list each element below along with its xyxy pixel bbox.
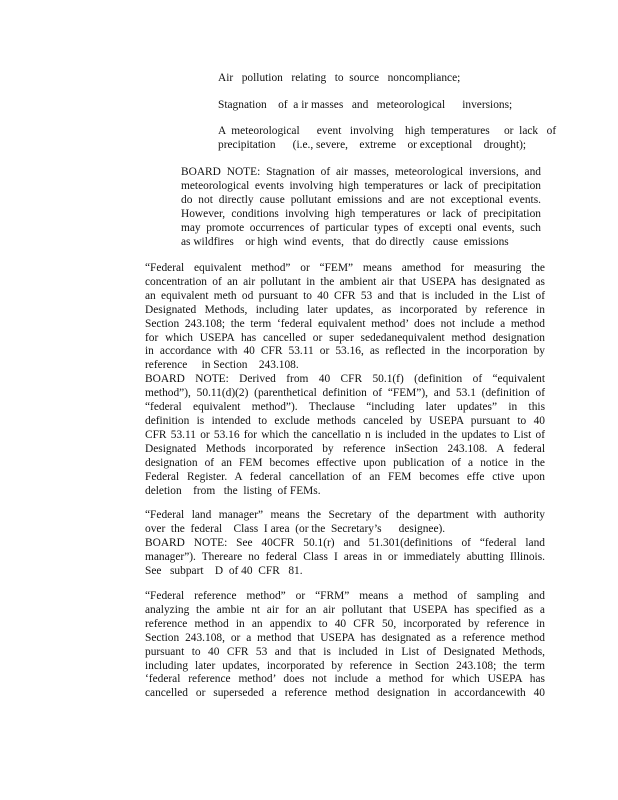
board-note-exceptional-events	[181, 166, 541, 249]
definition-line: “Federal reference method” or “FRM” means a method of sampling and	[145, 590, 545, 602]
board-note-line: as wildfires or high wind events, that do directly cause emissions	[181, 235, 509, 248]
definition-line: CFR 53.11 or 53.16 for which the cancellatio n is included in the updates to List of	[145, 428, 545, 441]
definition-line: in accordance with 40 CFR 53.11 or 53.16, as reflected in the incorporation by	[145, 345, 545, 358]
definition-line: cancelled or superseded a reference method designation in accordancewith 40	[145, 687, 545, 700]
definition-line: method”), 50.11(d)(2) (parenthetical definition of “FEM”), and 53.1 (definition of	[145, 387, 545, 400]
board-note-line: may promote occurrences of particular types of excepti onal events, such	[181, 221, 541, 234]
definition-line: Section 243.108, or a method that USEPA has designated as a reference method	[145, 631, 545, 644]
definition-line: See subpart D of 40 CFR 81.	[145, 564, 303, 577]
definition-line: reference method in an appendix to 40 CFR 50, incorporated by reference in	[145, 617, 545, 630]
definition-line: concentration of an air pollutant in the ambient air that USEPA has designated as	[145, 275, 545, 288]
definition-line: “Federal equivalent method” or “FEM” means amethod for measuring the	[145, 262, 545, 274]
definition-line: manager”). Thereare no federal Class I areas in or immediately abutting Illinois.	[145, 550, 545, 563]
definition-line: including later updates, incorporated by reference in Section 243.108; the term	[145, 659, 545, 672]
board-note-line: do not directly cause pollutant emissions and are not exceptional events.	[181, 193, 541, 206]
list-item-line: Stagnation of a ir masses and meteorological inversions;	[218, 99, 513, 111]
definition-line: deletion from the listing of FEMs.	[145, 484, 321, 497]
definition-federal-land-manager	[145, 509, 545, 579]
list-item-stagnation	[218, 99, 578, 113]
definition-line: for which USEPA has cancelled or super sededanequivalent method designation	[145, 331, 545, 344]
definition-line: over the federal Class I area (or the Secretary’s designee).	[145, 522, 446, 535]
list-item-line: A meteorological event involving high temperatures or lack of	[218, 125, 557, 137]
list-item-meteorological-event	[218, 125, 578, 153]
definition-line: an equivalent meth od pursuant to 40 CFR 53 and that is included in the List of	[145, 289, 545, 302]
definition-line: Designated Methods incorporated by reference inSection 243.108. A federal	[145, 442, 545, 455]
definition-line: pursuant to 40 CFR 53 and that is included in List of Designated Methods,	[145, 645, 545, 658]
definition-line: analyzing the ambie nt air for an air pollutant that USEPA has specified as a	[145, 603, 545, 616]
list-item-air-pollution	[218, 72, 578, 86]
definition-federal-equivalent-method	[145, 262, 545, 498]
definition-line: definition is intended to exclude methods canceled by USEPA pursuant to 40	[145, 414, 545, 427]
list-item-line: Air pollution relating to source noncompliance;	[218, 72, 461, 84]
definition-line: reference in Section 243.108.	[145, 359, 299, 372]
definition-line: Section 243.108; the term ‘federal equivalent method’ does not include a method	[145, 317, 545, 330]
definition-line: Federal Register. A federal cancellation of an FEM becomes effe ctive upon	[145, 470, 545, 483]
definition-line: BOARD NOTE: Derived from 40 CFR 50.1(f) (definition of “equivalent	[145, 373, 545, 386]
definition-line: Designated Methods, including later updates, as incorporated by reference in	[145, 303, 545, 316]
definition-line: BOARD NOTE: See 40CFR 50.1(r) and 51.301(definitions of “federal land	[145, 536, 545, 549]
definition-line: “Federal land manager” means the Secretary of the department with authority	[145, 509, 545, 521]
board-note-line: However, conditions involving high temperatures or lack of precipitation	[181, 207, 541, 220]
list-item-line: precipitation (i.e., severe, extreme or exceptional drought);	[218, 138, 527, 151]
board-note-line: meteorological events involving high temperatures or lack of precipitation	[181, 179, 541, 192]
definition-line: ‘federal reference method’ does not include a method for which USEPA has	[145, 673, 545, 686]
definition-federal-reference-method	[145, 590, 545, 701]
definition-line: designation of an FEM becomes effective upon publication of a notice in the	[145, 456, 545, 469]
definition-line: “federal equivalent method”). Theclause “including later updates” in this	[145, 401, 545, 414]
board-note-line: BOARD NOTE: Stagnation of air masses, meteorological inversions, and	[181, 166, 541, 178]
